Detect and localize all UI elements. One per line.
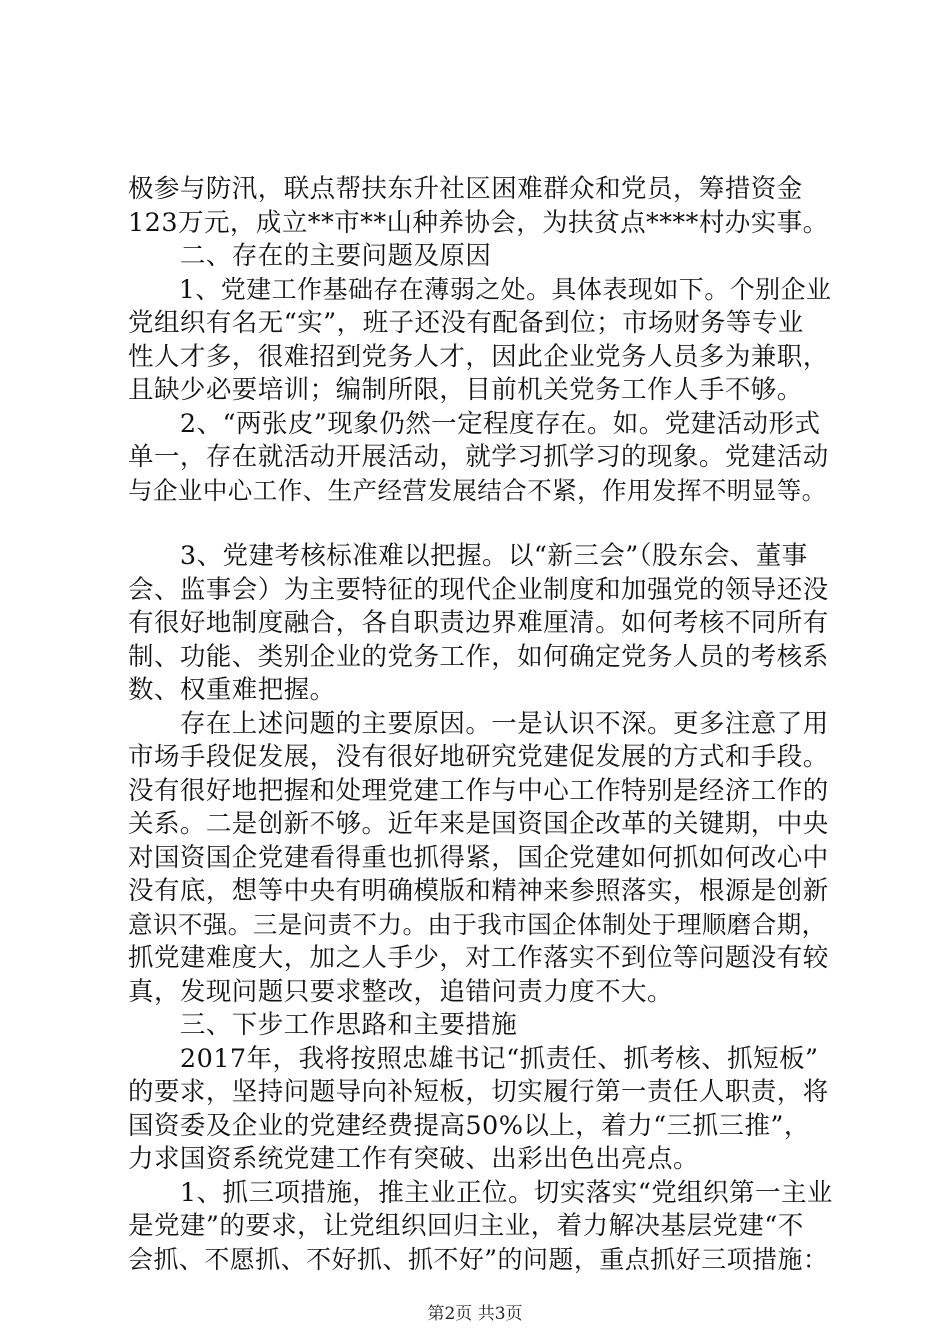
text-line: 性人才多，很难招到党务人才，因此企业党务人员多为兼职， xyxy=(128,341,829,372)
text-line: 是党建”的要求，让党组织回归主业，着力解决基层党建“不 xyxy=(128,1211,804,1241)
text-line: 没有底，想等中央有明确模版和精神来参照落实，根源是创新 xyxy=(128,876,829,906)
text-line: 123万元，成立**市**山种养协会，为扶贫点****村办实事。 xyxy=(128,207,829,238)
text-line: 制、功能、类别企业的党务工作，如何确定党务人员的考核系 xyxy=(128,641,829,672)
text-line: 对国资国企党建看得重也抓得紧，国企党建如何抓如何改心中 xyxy=(128,842,829,873)
text-line: 单一，存在就活动开展活动，就学习抓学习的现象。党建活动 xyxy=(128,442,829,472)
text-line: 且缺少必要培训；编制所限，目前机关党务工作人手不够。 xyxy=(128,375,803,405)
text-line: 会抓、不愿抓、不好抓、抓不好”的问题，重点抓好三项措施： xyxy=(128,1244,829,1274)
text-line: 3、党建考核标准难以把握。以“新三会”（股东会、董事 xyxy=(128,541,808,571)
text-line: 数、权重难把握。 xyxy=(128,675,336,705)
text-line: 会、监事会）为主要特征的现代企业制度和加强党的领导还没 xyxy=(128,574,829,605)
text-line: 抓党建难度大，加之人手少，对工作落实不到位等问题没有较 xyxy=(128,943,829,973)
text-line: 力求国资系统党建工作有突破、出彩出色出亮点。 xyxy=(128,1144,699,1174)
text-line: 极参与防汛，联点帮扶东升社区困难群众和党员，筹措资金 xyxy=(128,174,803,204)
text-line: 关系。二是创新不够。近年来是国资国企改革的关键期，中央 xyxy=(128,809,829,839)
text-line: 1、党建工作基础存在薄弱之处。具体表现如下。个别企业 xyxy=(128,274,832,304)
text-line: 1、抓三项措施，推主业正位。切实落实“党组织第一主业 xyxy=(128,1177,833,1208)
text-line: 与企业中心工作、生产经营发展结合不紧，作用发挥不明显等。 xyxy=(128,475,827,505)
text-line: 2、“两张皮”现象仍然一定程度存在。如。党建活动形式 xyxy=(128,408,821,439)
text-line: 真，发现问题只要求整改，追错问责力度不大。 xyxy=(128,976,673,1007)
text-line: 存在上述问题的主要原因。一是认识不深。更多注意了用 xyxy=(128,708,829,739)
page-footer xyxy=(0,1303,950,1325)
text-line: 市场手段促发展，没有很好地研究党建促发展的方式和手段。 xyxy=(128,742,829,772)
text-line: 没有很好地把握和处理党建工作与中心工作特别是经济工作的 xyxy=(128,775,829,806)
text-line: 意识不强。三是问责不力。由于我市国企体制处于理顺磨合期， xyxy=(128,909,827,939)
section-heading: 三、下步工作思路和主要措施 xyxy=(128,1010,518,1040)
text-line: 有很好地制度融合，各自职责边界难厘清。如何考核不同所有 xyxy=(128,608,829,638)
text-line: 2017年，我将按照忠雄书记“抓责任、抓考核、抓短板” xyxy=(128,1043,819,1074)
section-heading: 二、存在的主要问题及原因 xyxy=(128,241,492,271)
text-line: 党组织有名无“实”，班子还没有配备到位；市场财务等专业 xyxy=(128,308,804,338)
text-line: 国资委及企业的党建经费提高50%以上，着力“三抓三推”， xyxy=(128,1110,810,1141)
text-line: 的要求，坚持问题导向补短板，切实履行第一责任人职责，将 xyxy=(128,1077,829,1107)
page-number: 第2页 共3页 xyxy=(427,1304,523,1324)
